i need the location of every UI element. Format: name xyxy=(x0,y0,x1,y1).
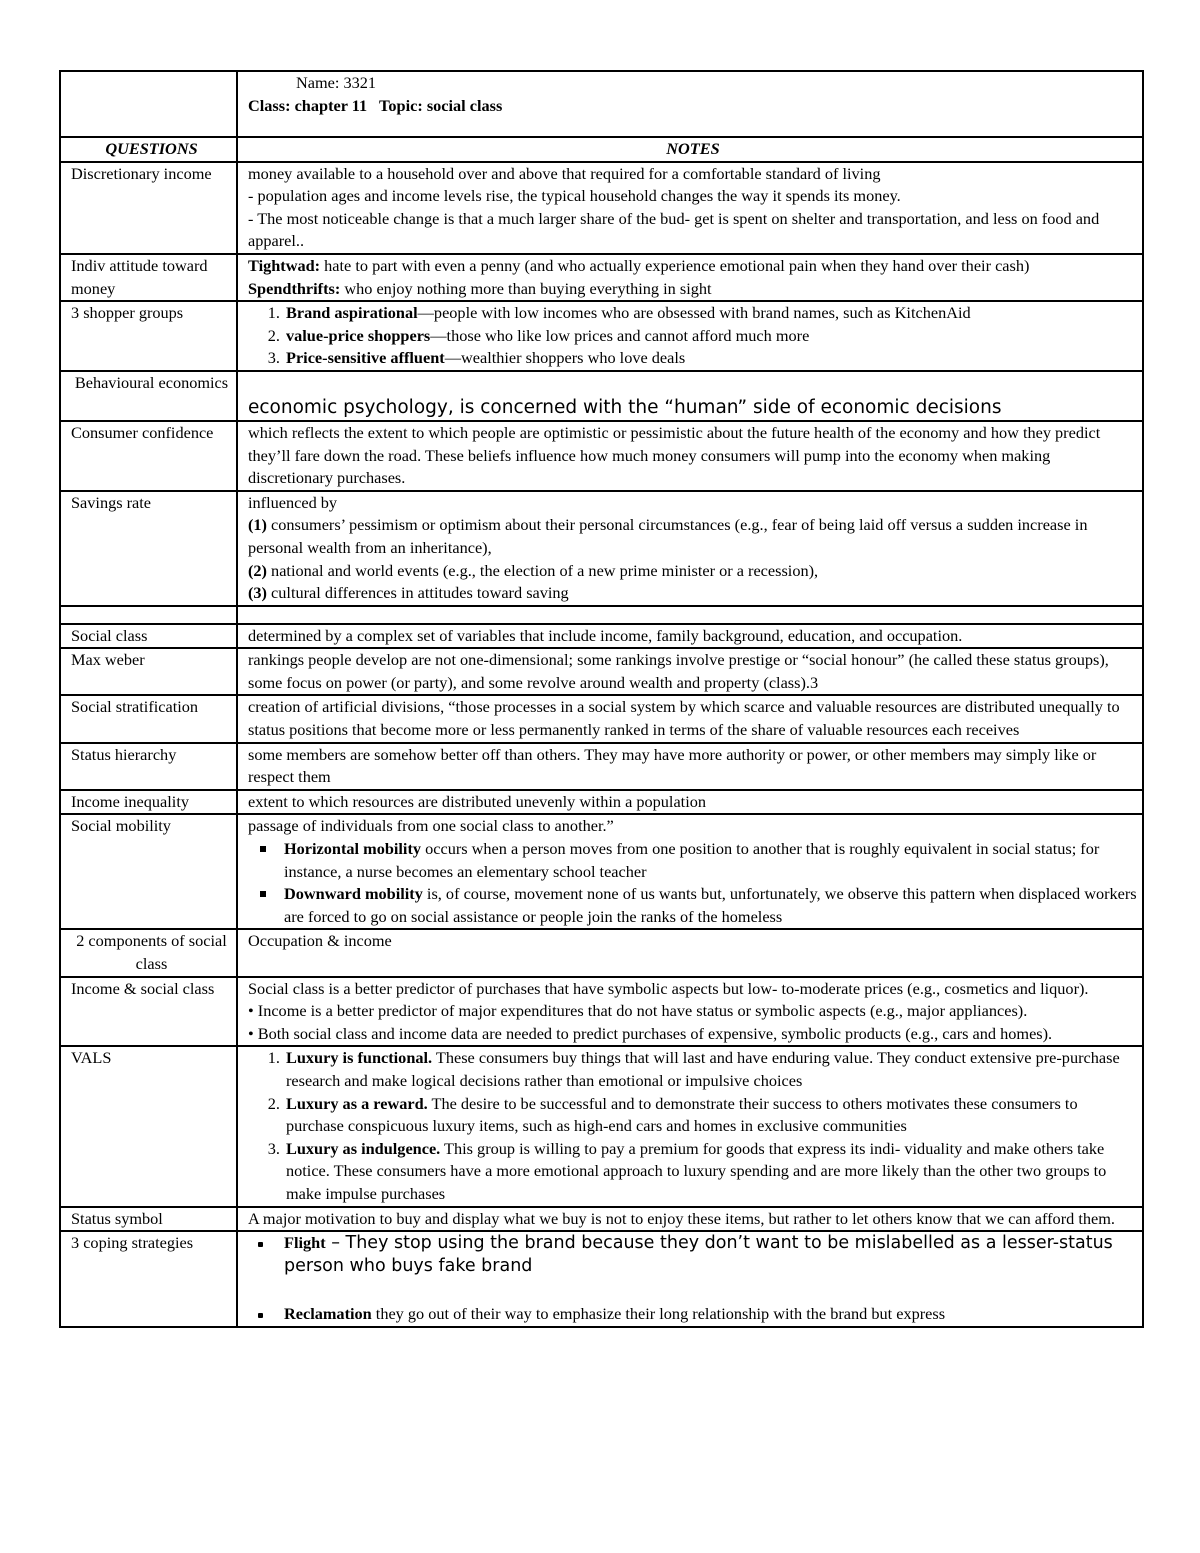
term-dash: – xyxy=(325,1233,346,1254)
table-row xyxy=(60,162,1143,254)
table-row xyxy=(60,743,1143,790)
note-line: • Income is a better predictor of major expenditures that do not have status or symbolic aspects (e.g., major appliances). xyxy=(248,1001,1028,1021)
table-row xyxy=(60,977,1143,1047)
bullet-list xyxy=(248,838,1138,928)
notes-cell: A major motivation to buy and display what we buy is not to enjoy these items, but rather to let others know that we can afford them. xyxy=(237,1207,1143,1232)
class-topic-line: Class: chapter 11 Topic: social class xyxy=(248,95,503,115)
notes-cell xyxy=(237,1231,1143,1327)
list-item xyxy=(284,1232,1138,1303)
term-label: Downward mobility xyxy=(284,884,423,904)
note-line xyxy=(248,255,1138,278)
term-text: they go out of their way to emphasize their long relationship with the brand but express xyxy=(371,1304,946,1324)
list-item xyxy=(284,838,1138,883)
term-label: Horizontal mobility xyxy=(284,839,422,859)
notes-cell: determined by a complex set of variables that include income, family background, education, and occupation. xyxy=(237,624,1143,649)
question-cell: Income & social class xyxy=(60,977,237,1047)
notes-header: NOTES xyxy=(237,137,1143,162)
table-row xyxy=(60,301,1143,371)
note-line: - population ages and income levels rise, the typical household changes the way it spends its money. xyxy=(248,186,901,206)
question-cell: Status hierarchy xyxy=(60,743,237,790)
notes-cell: creation of artificial divisions, “those processes in a social system by which scarce and valuable resources are distributed unequally to status positions that become more or less permanently ranked in terms of the share of valuable resources each receives xyxy=(237,695,1143,742)
empty-cell xyxy=(237,606,1143,624)
question-cell: Behavioural economics xyxy=(60,371,237,421)
term-text: This group is willing to pay a premium for goods that express its indi- viduality and make others take notice. These consumers have a more emotional approach to luxury spending and are more likely than the other two groups to make impulse purchases xyxy=(286,1138,1107,1203)
note-line: Social class is a better predictor of purchases that have symbolic aspects but low- to-moderate prices (e.g., cosmetics and liquor). xyxy=(248,978,1089,998)
title-blank-cell xyxy=(60,71,237,137)
question-cell: Social mobility xyxy=(60,814,237,929)
question-cell: 3 coping strategies xyxy=(60,1231,237,1327)
table-row xyxy=(60,695,1143,742)
note-line: money available to a household over and above that required for a comfortable standard of living xyxy=(248,163,881,183)
note-line: economic psychology, is concerned with the “human” side of economic decisions xyxy=(248,396,1002,418)
term-label: value-price shoppers xyxy=(286,325,431,345)
notes-cell: some members are somehow better off than others. They may have more authority or power, or other members may simply like or respect them xyxy=(237,743,1143,790)
notes-cell xyxy=(237,301,1143,371)
note-line xyxy=(248,278,1138,301)
note-line xyxy=(248,582,1138,605)
term-label: Luxury is functional. xyxy=(286,1048,433,1068)
notes-cell xyxy=(237,1046,1143,1206)
empty-row xyxy=(60,606,1143,624)
note-line xyxy=(248,560,1138,583)
notes-cell xyxy=(237,814,1143,929)
term-text: who enjoy nothing more than buying everything in sight xyxy=(340,278,712,298)
term-label: Price-sensitive affluent xyxy=(286,348,445,368)
table-row xyxy=(60,1046,1143,1206)
list-item xyxy=(284,1047,1138,1092)
column-header-row xyxy=(60,137,1143,162)
term-label: Flight xyxy=(284,1233,326,1253)
item-number: (1) xyxy=(248,515,267,535)
list-item xyxy=(284,1138,1138,1206)
item-number: (2) xyxy=(248,560,267,580)
list-item xyxy=(284,883,1138,928)
table-row xyxy=(60,491,1143,606)
term-label: Spendthrifts: xyxy=(248,278,341,298)
term-text: —wealthier shoppers who love deals xyxy=(444,348,686,368)
item-text: national and world events (e.g., the election of a new prime minister or a recession), xyxy=(266,560,819,580)
bullet-icon xyxy=(258,1242,263,1247)
question-cell: Consumer confidence xyxy=(60,421,237,491)
notes-cell xyxy=(237,162,1143,254)
list-item xyxy=(284,347,1138,370)
title-cell xyxy=(237,71,1143,137)
question-cell: 3 shopper groups xyxy=(60,301,237,371)
notes-page xyxy=(59,70,1142,1328)
question-cell: 2 components of social class xyxy=(60,929,237,976)
square-bullet-icon xyxy=(260,846,266,852)
notes-cell xyxy=(237,491,1143,606)
table-row xyxy=(60,624,1143,649)
term-label: Reclamation xyxy=(284,1304,372,1324)
notes-cell: which reflects the extent to which people are optimistic or pessimistic about the future health of the economy and how they predict they’ll fare down the road. These beliefs influence how much money consumers will pump into the economy when making discretionary purchases. xyxy=(237,421,1143,491)
question-cell: Social class xyxy=(60,624,237,649)
table-row xyxy=(60,648,1143,695)
note-line xyxy=(248,514,1138,559)
numbered-list xyxy=(248,1047,1138,1205)
numbered-list xyxy=(248,302,1138,370)
note-line: • Both social class and income data are needed to predict purchases of expensive, symbolic products (e.g., cars and homes). xyxy=(248,1023,1053,1043)
questions-header: QUESTIONS xyxy=(60,137,237,162)
table-row xyxy=(60,1231,1143,1327)
table-row xyxy=(60,254,1143,301)
term-label: Luxury as a reward. xyxy=(286,1093,428,1113)
notes-cell xyxy=(237,254,1143,301)
term-text: hate to part with even a penny (and who actually experience emotional pain when they hand over their cash) xyxy=(320,255,1030,275)
notes-cell: rankings people develop are not one-dimensional; some rankings involve prestige or “social honour” (he called these status groups), some focus on power (or party), and some revolve around wealth and property (class).3 xyxy=(237,648,1143,695)
title-row xyxy=(60,71,1143,137)
square-bullet-icon xyxy=(260,891,266,897)
list-item xyxy=(284,325,1138,348)
question-cell: Savings rate xyxy=(60,491,237,606)
item-text: consumers’ pessimism or optimism about their personal circumstances (e.g., fear of being laid off versus a sudden increase in personal wealth from an inheritance), xyxy=(248,515,1088,557)
term-text: They stop using the brand because they don’t want to be mislabelled as a lesser-status person who buys fake brand xyxy=(284,1233,1113,1276)
item-text: cultural differences in attitudes toward saving xyxy=(266,583,569,603)
cornell-notes-table xyxy=(59,70,1144,1328)
term-text: is, of course, movement none of us wants but, unfortunately, we observe this pattern when displaced workers are forced to go on social assistance or people join the ranks of the homeless xyxy=(284,884,1137,926)
term-text: The desire to be successful and to demonstrate their success to others motivates these consumers to purchase conspicuous luxury items, such as high-end cars and homes in exclusive communities xyxy=(286,1093,1078,1136)
list-item xyxy=(284,302,1138,325)
term-label: Tightwad: xyxy=(248,255,321,275)
note-line: influenced by xyxy=(248,492,338,512)
notes-cell xyxy=(237,977,1143,1047)
notes-cell xyxy=(237,371,1143,421)
term-text: —those who like low prices and cannot afford much more xyxy=(430,325,810,345)
question-cell: Status symbol xyxy=(60,1207,237,1232)
item-number: (3) xyxy=(248,583,267,603)
note-line: - The most noticeable change is that a much larger share of the bud- get is spent on shelter and transportation, and less on food and apparel.. xyxy=(248,208,1100,251)
list-item xyxy=(284,1303,1138,1326)
question-cell: Income inequality xyxy=(60,790,237,815)
table-row xyxy=(60,814,1143,929)
term-text: These consumers buy things that will last and have enduring value. They conduct extensive pre-purchase research and make logical decisions rather than emotional or impulsive choices xyxy=(286,1048,1120,1090)
question-cell: VALS xyxy=(60,1046,237,1206)
table-row xyxy=(60,790,1143,815)
term-label: Luxury as indulgence. xyxy=(286,1138,441,1158)
notes-cell: Occupation & income xyxy=(237,929,1143,976)
question-cell: Social stratification xyxy=(60,695,237,742)
question-cell: Indiv attitude toward money xyxy=(60,254,237,301)
bullet-icon xyxy=(258,1313,263,1318)
notes-cell: extent to which resources are distributed unevenly within a population xyxy=(237,790,1143,815)
name-line: Name: 3321 xyxy=(296,73,377,92)
table-row xyxy=(60,371,1143,421)
table-row xyxy=(60,421,1143,491)
note-line: passage of individuals from one social class to another.” xyxy=(248,816,614,836)
question-cell: Discretionary income xyxy=(60,162,237,254)
term-text: —people with low incomes who are obsessed with brand names, such as KitchenAid xyxy=(417,303,971,323)
table-row xyxy=(60,929,1143,976)
table-row xyxy=(60,1207,1143,1232)
term-text: occurs when a person moves from one position to another that is roughly equivalent in social status; for instance, a nurse becomes an elementary school teacher xyxy=(284,839,1100,881)
empty-cell xyxy=(60,606,237,624)
term-label: Brand aspirational xyxy=(286,303,418,323)
list-item xyxy=(284,1093,1138,1138)
question-cell: Max weber xyxy=(60,648,237,695)
bullet-list xyxy=(248,1232,1138,1326)
